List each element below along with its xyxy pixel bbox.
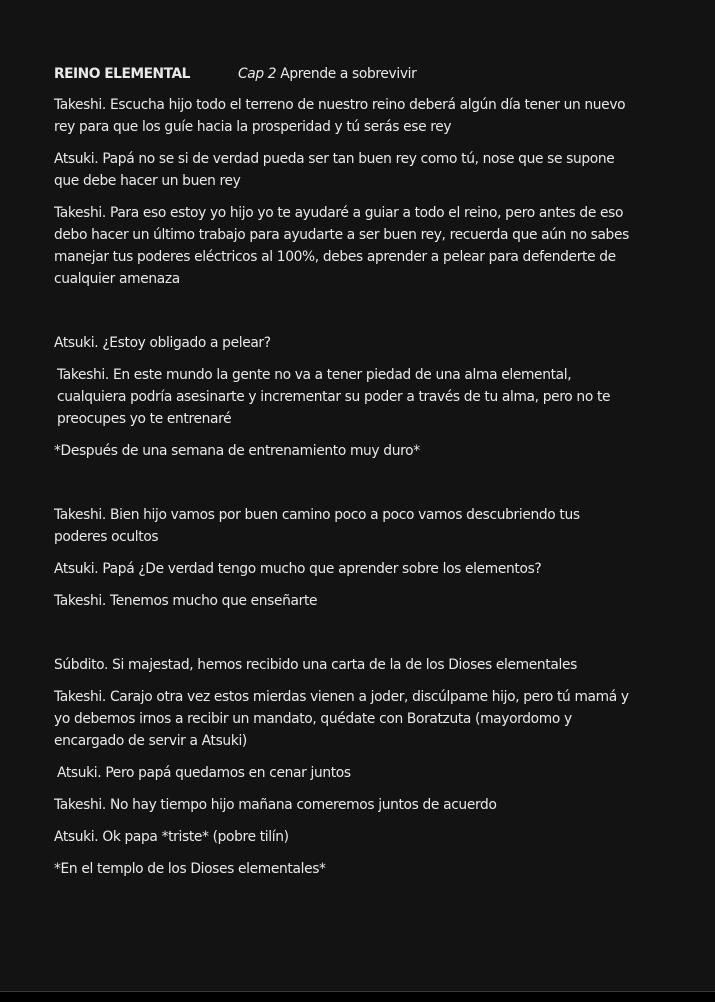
dialogue-line: Takeshi. Para eso estoy yo hijo yo te ayudaré a guiar a todo el reino, pero antes de eso debo hacer un último trabajo para ayudarte a ser buen rey, recuerda que aún no sabes manejar tus poderes eléctricos al 100%, debes aprender a pelear para defenderte de cualquier amenaza	[54, 205, 629, 287]
dialogue-line: Takeshi. No hay tiempo hijo mañana comeremos juntos de acuerdo	[54, 797, 497, 813]
dialogue-line: Takeshi. Bien hijo vamos por buen camino poco a poco vamos descubriendo tus poderes ocultos	[54, 507, 580, 545]
dialogue-line: Takeshi. En este mundo la gente no va a tener piedad de una alma elemental, cualquiera podría asesinarte y incrementar su poder a través de tu alma, pero no te preocupes yo te entrenaré	[57, 367, 611, 427]
document-title: REINO ELEMENTAL	[54, 66, 190, 82]
chapter-title: Aprende a sobrevivir	[280, 66, 417, 82]
document-body	[54, 63, 634, 890]
chapter-number: Cap 2	[237, 66, 277, 82]
dialogue-line: Takeshi. Escucha hijo todo el terreno de nuestro reino deberá algún día tener un nuevo rey para que los guíe hacia la prosperidad y tú serás ese rey	[54, 97, 626, 135]
dialogue-line: Atsuki. Pero papá quedamos en cenar juntos	[57, 765, 351, 781]
paragraph-gap	[54, 472, 634, 504]
heading-line	[54, 63, 634, 85]
dialogue-line: Takeshi. Tenemos mucho que enseñarte	[54, 593, 318, 609]
scene-direction: *Después de una semana de entrenamiento muy duro*	[54, 443, 420, 459]
chapter-heading	[238, 63, 417, 85]
dialogue-line: Atsuki. Ok papa *triste* (pobre tilín)	[54, 829, 289, 845]
paragraph-gap	[54, 300, 634, 332]
dialogue-line: Atsuki. Papá ¿De verdad tengo mucho que aprender sobre los elementos?	[54, 561, 542, 577]
scene-direction: *En el templo de los Dioses elementales*	[54, 861, 326, 877]
dialogue-line: Atsuki. ¿Estoy obligado a pelear?	[54, 335, 271, 351]
paragraph-gap	[54, 622, 634, 654]
dialogue-line: Atsuki. Papá no se si de verdad pueda ser tan buen rey como tú, nose que se supone que debe hacer un buen rey	[54, 151, 615, 189]
dialogue-line: Takeshi. Carajo otra vez estos mierdas vienen a joder, discúlpame hijo, pero tú mamá y yo debemos irnos a recibir un mandato, quédate con Boratzuta (mayordomo y encargado de servir a Atsuki)	[54, 689, 629, 749]
dialogue-line: Súbdito. Si majestad, hemos recibido una carta de la de los Dioses elementales	[54, 657, 577, 673]
